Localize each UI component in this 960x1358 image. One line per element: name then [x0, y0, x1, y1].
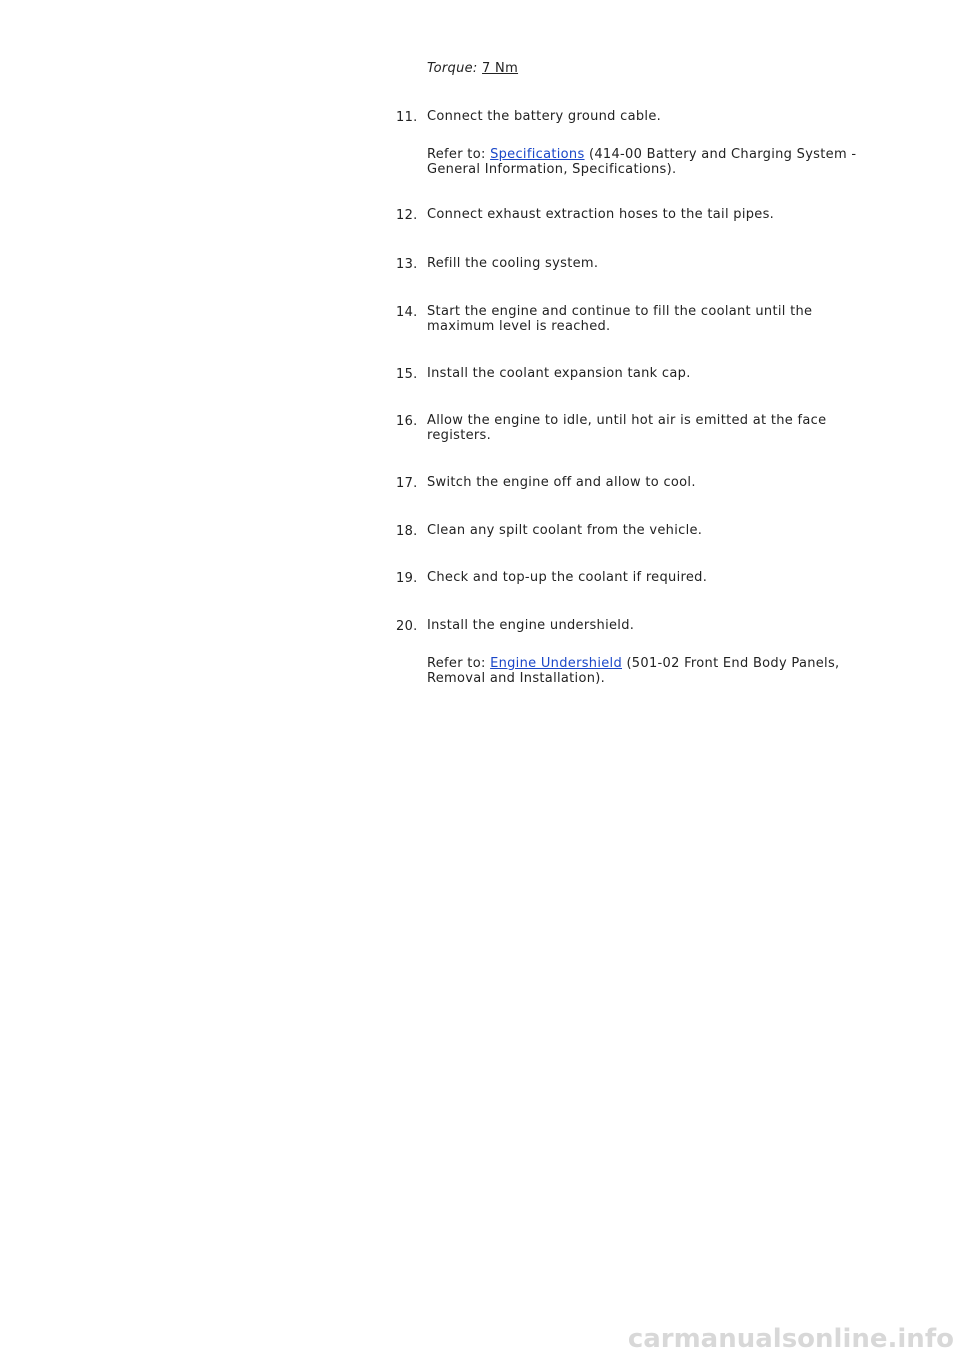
reference-suffix: (501-02 Front End Body Panels, Removal and Installation). [427, 656, 840, 686]
step-text: Install the coolant expansion tank cap. [427, 366, 691, 381]
step-number: 15. [396, 367, 418, 382]
step-number: 14. [396, 305, 418, 320]
step-number: 16. [396, 414, 418, 429]
engine-undershield-link[interactable]: Engine Undershield [490, 656, 622, 671]
step-text: Connect the battery ground cable. [427, 109, 662, 124]
reference-suffix: (414-00 Battery and Charging System - General Information, Specifications). [427, 147, 857, 177]
watermark-text: carmanualsonline.info [627, 1324, 954, 1354]
torque-label: Torque: [427, 61, 478, 76]
torque-spec [427, 60, 518, 77]
step-number: 11. [396, 110, 418, 125]
reference-prefix: Refer to: [427, 147, 486, 162]
step-number: 18. [396, 524, 418, 539]
torque-value: 7 Nm [482, 61, 519, 76]
step-text: Install the engine undershield. [427, 618, 635, 633]
specifications-link[interactable]: Specifications [490, 147, 585, 162]
step-text: Refill the cooling system. [427, 256, 599, 271]
step-text: Connect exhaust extraction hoses to the tail pipes. [427, 207, 775, 222]
step-text: Allow the engine to idle, until hot air is emitted at the face registers. [427, 413, 827, 443]
step-reference [427, 147, 882, 177]
step-text: Clean any spilt coolant from the vehicle. [427, 523, 703, 538]
step-number: 19. [396, 571, 418, 586]
step-number: 17. [396, 476, 418, 491]
step-reference [427, 656, 882, 686]
step-number: 20. [396, 619, 418, 634]
step-text: Switch the engine off and allow to cool. [427, 475, 696, 490]
step-number: 13. [396, 257, 418, 272]
step-text: Start the engine and continue to fill the coolant until the maximum level is reached. [427, 304, 813, 334]
step-text: Check and top-up the coolant if required. [427, 570, 708, 585]
reference-prefix: Refer to: [427, 656, 486, 671]
step-number: 12. [396, 208, 418, 223]
